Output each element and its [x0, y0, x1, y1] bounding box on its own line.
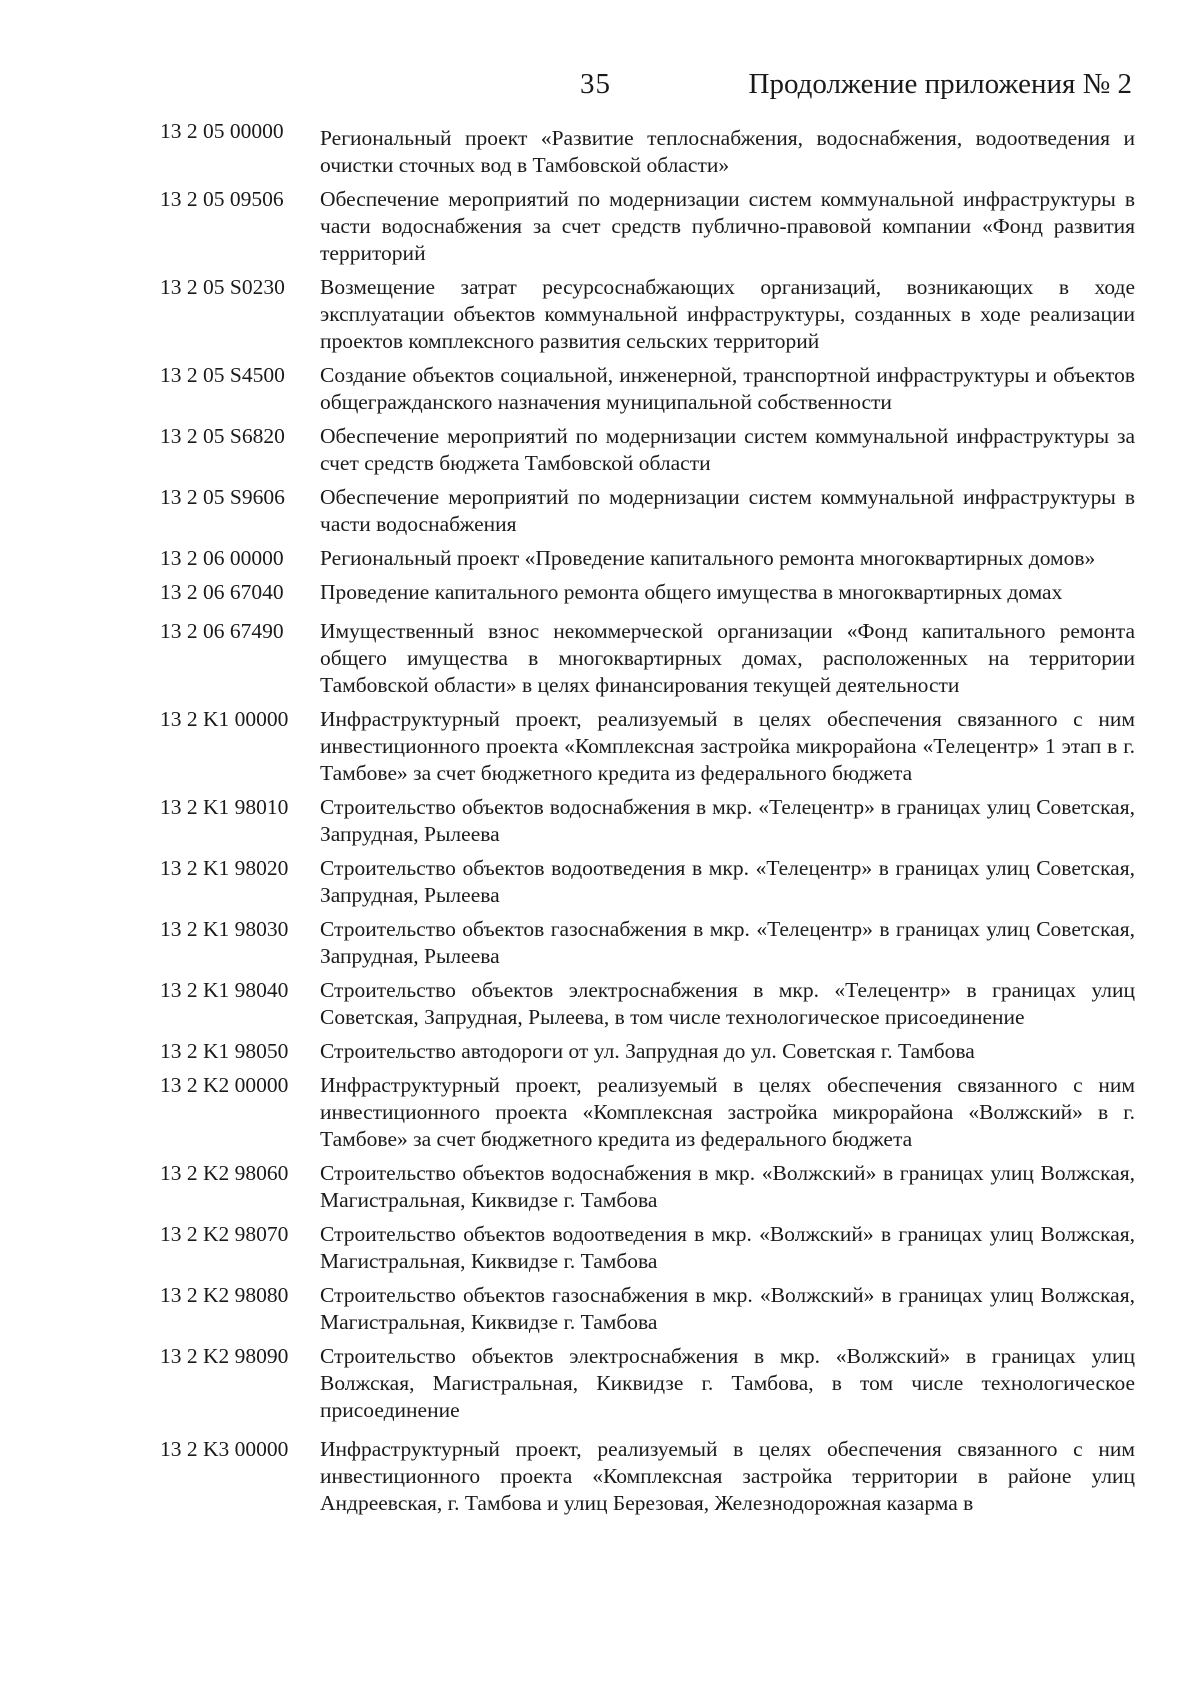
- appendix-title: Продолжение приложения № 2: [748, 68, 1132, 100]
- row-code: 13 2 K1 98020: [160, 856, 289, 880]
- row-code: 13 2 06 67040: [160, 580, 284, 604]
- row-code: 13 2 K2 98080: [160, 1283, 289, 1307]
- table-row: [160, 1436, 1135, 1517]
- row-code: 13 2 K1 00000: [160, 707, 289, 731]
- row-description: Создание объектов социальной, инженерной, транспортной инфраструктуры и объектов общегражданского назначения муниципальной собственности: [320, 363, 1135, 414]
- row-description: Возмещение затрат ресурсоснабжающих организаций, возникающих в ходе эксплуатации объектов коммунальной инфраструктуры, созданных в ходе реализации проектов комплексного развития сельских территорий: [320, 275, 1135, 353]
- table-row: [160, 1221, 1135, 1275]
- table-row: [160, 977, 1135, 1031]
- row-code: 13 2 K1 98030: [160, 917, 289, 941]
- row-code: 13 2 05 S6820: [160, 424, 285, 448]
- row-description: Имущественный взнос некоммерческой организации «Фонд капитального ремонта общего имущества в многоквартирных домах, расположенных на территории Тамбовской области» в целях финансирования текущей деятельности: [320, 619, 1135, 697]
- row-description: Инфраструктурный проект, реализуемый в целях обеспечения связанного с ним инвестиционного проекта «Комплексная застройка территории в районе улиц Андреевская, г. Тамбова и улиц Березовая, Железнодорожная казарма в: [320, 1437, 1135, 1515]
- table-row: [160, 706, 1135, 787]
- row-code: 13 2 05 09506: [160, 187, 284, 211]
- row-description: Строительство объектов водоснабжения в мкр. «Волжский» в границах улиц Волжская, Магистральная, Киквидзе г. Тамбова: [320, 1161, 1135, 1212]
- classification-table: [160, 118, 1135, 1524]
- table-row: [160, 794, 1135, 848]
- row-description: Проведение капитального ремонта общего имущества в многоквартирных домах: [320, 580, 1063, 604]
- row-description: Строительство объектов газоснабжения в мкр. «Волжский» в границах улиц Волжская, Магистральная, Киквидзе г. Тамбова: [320, 1283, 1135, 1334]
- row-code: 13 2 K1 98040: [160, 978, 289, 1002]
- row-description: Региональный проект «Проведение капитального ремонта многоквартирных домов»: [320, 546, 1096, 570]
- row-description: Обеспечение мероприятий по модернизации систем коммунальной инфраструктуры за счет средств бюджета Тамбовской области: [320, 424, 1135, 475]
- row-code: 13 2 K1 98050: [160, 1039, 289, 1063]
- table-row: [160, 1072, 1135, 1153]
- row-code: 13 2 K3 00000: [160, 1437, 289, 1461]
- table-row: [160, 274, 1135, 355]
- table-row: [160, 545, 1135, 572]
- table-row: [160, 916, 1135, 970]
- row-code: 13 2 K2 98060: [160, 1161, 289, 1185]
- row-code: 13 2 05 S4500: [160, 363, 285, 387]
- row-code: 13 2 05 S9606: [160, 485, 285, 509]
- row-description: Обеспечение мероприятий по модернизации систем коммунальной инфраструктуры в части водоснабжения за счет средств публично-правовой компании «Фонд развития территорий: [320, 187, 1135, 265]
- row-description: Строительство объектов водоснабжения в мкр. «Телецентр» в границах улиц Советская, Запрудная, Рылеева: [320, 795, 1135, 846]
- row-code: 13 2 05 S0230: [160, 275, 285, 299]
- table-row: [160, 618, 1135, 699]
- table-row: [160, 362, 1135, 416]
- table-row: [160, 484, 1135, 538]
- row-description: Строительство объектов газоснабжения в мкр. «Телецентр» в границах улиц Советская, Запрудная, Рылеева: [320, 917, 1135, 968]
- row-description: Инфраструктурный проект, реализуемый в целях обеспечения связанного с ним инвестиционного проекта «Комплексная застройка микрорайона «Телецентр» 1 этап в г. Тамбове» за счет бюджетного кредита из федерального бюджета: [320, 707, 1135, 785]
- row-code: 13 2 K2 98090: [160, 1344, 289, 1368]
- table-row: [160, 1160, 1135, 1214]
- table-row: [160, 1343, 1135, 1424]
- row-code: 13 2 K2 98070: [160, 1222, 289, 1246]
- row-description: Строительство объектов электроснабжения в мкр. «Телецентр» в границах улиц Советская, Запрудная, Рылеева, в том числе технологическое присоединение: [320, 978, 1135, 1029]
- row-description: Региональный проект «Развитие теплоснабжения, водоснабжения, водоотведения и очистки сточных вод в Тамбовской области»: [320, 126, 1135, 177]
- table-row: [160, 423, 1135, 477]
- row-description: Инфраструктурный проект, реализуемый в целях обеспечения связанного с ним инвестиционного проекта «Комплексная застройка микрорайона «Волжский» в г. Тамбове» за счет бюджетного кредита из федерального бюджета: [320, 1073, 1135, 1151]
- row-code: 13 2 K2 00000: [160, 1073, 289, 1097]
- row-description: Строительство объектов электроснабжения в мкр. «Волжский» в границах улиц Волжская, Магистральная, Киквидзе г. Тамбова, в том числе технологическое присоединение: [320, 1344, 1135, 1422]
- page-number: 35: [580, 68, 611, 100]
- table-row: [160, 579, 1135, 606]
- row-code: 13 2 06 00000: [160, 546, 284, 570]
- row-code: 13 2 K1 98010: [160, 795, 289, 819]
- row-description: Строительство объектов водоотведения в мкр. «Волжский» в границах улиц Волжская, Магистральная, Киквидзе г. Тамбова: [320, 1222, 1135, 1273]
- table-row: [160, 1038, 1135, 1065]
- table-row: [160, 1282, 1135, 1336]
- table-row: [160, 855, 1135, 909]
- table-row: [160, 186, 1135, 267]
- row-code: 13 2 06 67490: [160, 619, 284, 643]
- row-code: 13 2 05 00000: [160, 119, 284, 143]
- row-description: Строительство объектов водоотведения в мкр. «Телецентр» в границах улиц Советская, Запрудная, Рылеева: [320, 856, 1135, 907]
- row-description: Строительство автодороги от ул. Запрудная до ул. Советская г. Тамбова: [320, 1039, 975, 1063]
- table-row: [160, 118, 1135, 179]
- row-description: Обеспечение мероприятий по модернизации систем коммунальной инфраструктуры в части водоснабжения: [320, 485, 1135, 536]
